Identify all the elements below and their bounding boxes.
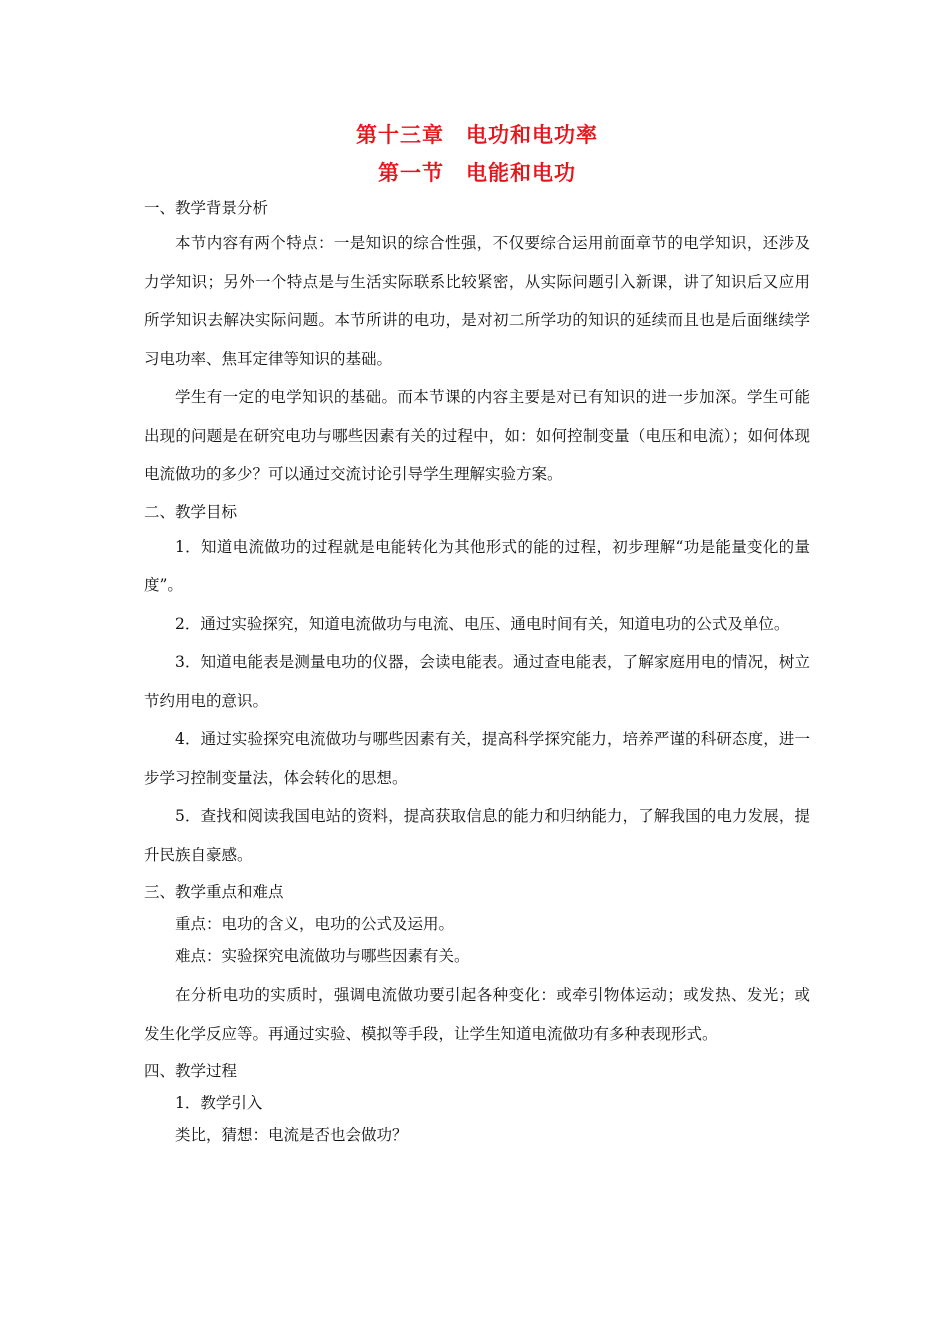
chapter-title: 第十三章 电功和电功率 xyxy=(356,122,598,147)
objective-item: 1．知道电流做功的过程就是电能转化为其他形式的能的过程，初步理解“功是能量变化的量度”。 xyxy=(144,537,810,594)
paragraph: 类比，猜想：电流是否也会做功？ xyxy=(175,1126,408,1144)
difficult-point: 难点：实验探究电流做功与哪些因素有关。 xyxy=(175,947,470,965)
section-heading-process: 四、教学过程 xyxy=(144,1062,238,1080)
paragraph: 本节内容有两个特点：一是知识的综合性强，不仅要综合运用前面章节的电学知识，还涉及力学知识；另外一个特点是与生活实际联系比较紧密，从实际问题引入新课，讲了知识后又应用所学知识去解决实际问题。本节所讲的电功，是对初二所学功的知识的延续而且也是后面继续学习电功率、焦耳定律等知识的基础。 xyxy=(144,234,810,368)
paragraph: 在分析电功的实质时，强调电流做功要引起各种变化：或牵引物体运动；或发热、发光；或发生化学反应等。再通过实验、模拟等手段，让学生知道电流做功有多种表现形式。 xyxy=(144,986,810,1043)
section-heading-objectives: 二、教学目标 xyxy=(144,502,238,521)
section-heading-key-points: 三、教学重点和难点 xyxy=(144,883,284,901)
objective-item: 5．查找和阅读我国电站的资料，提高获取信息的能力和归纳能力，了解我国的电力发展，提升民族自豪感。 xyxy=(144,807,810,864)
objective-item: 3．知道电能表是测量电功的仪器，会读电能表。通过查电能表，了解家庭用电的情况，树立节约用电的意识。 xyxy=(144,653,810,710)
section-heading-background: 一、教学背景分析 xyxy=(144,199,269,217)
process-step: 1．教学引入 xyxy=(175,1094,263,1112)
document-page xyxy=(144,118,810,1155)
paragraph: 学生有一定的电学知识的基础。而本节课的内容主要是对已有知识的进一步加深。学生可能出现的问题是在研究电功与哪些因素有关的过程中，如：如何控制变量（电压和电流）；如何体现电流做功的多少？可以通过交流讨论引导学生理解实验方案。 xyxy=(144,388,810,483)
section-title: 第一节 电能和电功 xyxy=(378,160,576,185)
key-point: 重点：电功的含义，电功的公式及运用。 xyxy=(175,915,455,933)
objective-item: 4．通过实验探究电流做功与哪些因素有关，提高科学探究能力，培养严谨的科研态度，进一步学习控制变量法，体会转化的思想。 xyxy=(144,730,810,787)
objective-item: 2．通过实验探究，知道电流做功与电流、电压、通电时间有关，知道电功的公式及单位。 xyxy=(175,614,790,633)
